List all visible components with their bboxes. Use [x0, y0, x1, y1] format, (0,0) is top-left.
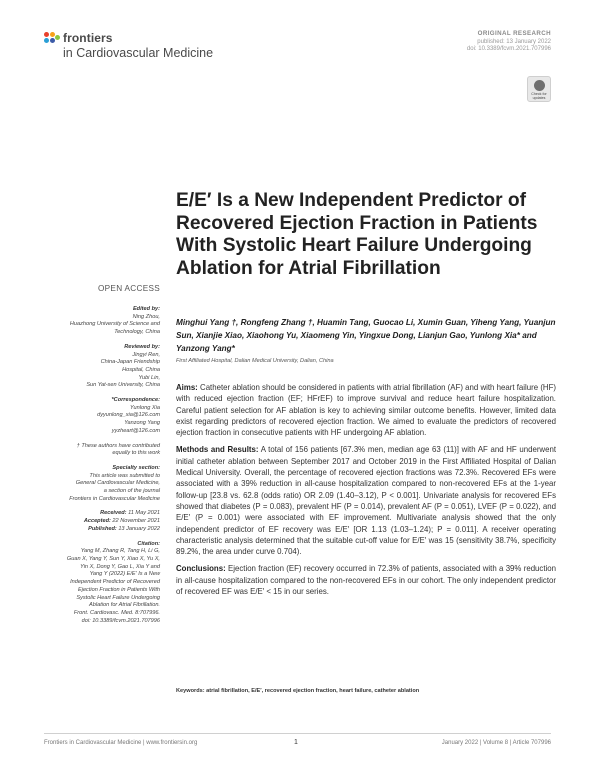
reviewer-line: China-Japan Friendship [100, 359, 160, 366]
frontiers-logo-icon [44, 32, 60, 48]
reviewer-line: Jingyi Ren, [132, 351, 160, 358]
published-date: published: 13 January 2022 [477, 39, 551, 45]
article-sidebar [44, 306, 160, 625]
citation-line: Guan X, Yang Y, Sun Y, Xiao X, Yu X, [66, 555, 160, 562]
correspondence-line: Yanzong Yang [124, 420, 160, 427]
keywords: Keywords: atrial fibrillation, E/E′, recovered ejection fraction, heart failure, catheter ablation [176, 688, 420, 694]
brand-name: frontiers [63, 31, 113, 45]
abstract [176, 382, 556, 603]
specialty-line: a section of the journal [103, 488, 160, 495]
citation-label: Citation: [137, 540, 160, 547]
article-type: ORIGINAL RESEARCH [477, 30, 551, 37]
published-date-sidebar: Published: 13 January 2022 [88, 525, 160, 532]
article-title: E/E′ Is a New Independent Predictor of Recovered Ejection Fraction in Patients With Systolic Heart Failure Undergoing Ablation for Atrial Fibrillation [176, 190, 538, 279]
reviewer-line: Hospital, China [122, 366, 160, 373]
check-updates-label: Check for updates [531, 92, 547, 100]
accepted-date: Accepted: 22 November 2021 [83, 518, 160, 525]
correspondence-email[interactable]: dyyunlong_xia@126.com [97, 412, 160, 419]
footer-journal-link[interactable]: Frontiers in Cardiovascular Medicine | www.frontiersin.org [44, 740, 198, 746]
citation-line: Yang M, Zhang R, Tang H, Li G, [80, 548, 160, 555]
specialty-line: General Cardiovascular Medicine, [75, 480, 160, 487]
check-for-updates-button[interactable] [527, 76, 551, 102]
footer-divider [44, 733, 551, 734]
specialty-section-label: Specialty section: [112, 464, 160, 471]
affiliation: First Affiliated Hospital, Dalian Medical University, Dalian, China [176, 358, 334, 364]
edited-by-label: Edited by: [132, 306, 160, 312]
author-list: Minghui Yang †, Rongfeng Zhang †, Huamin Tang, Guocao Li, Xumin Guan, Yiheng Yang, Yuanjun Sun, Xianjie Xiao, Xiaohong Yu, Xiaomeng Yin, Yingxue Dong, Lianjun Gao, Yunlong Xia* and Yanzong Yang* [176, 318, 556, 353]
editor-line: Technology, China [114, 329, 160, 336]
correspondence-line: Yunlong Xia [130, 404, 160, 411]
citation-line: Independent Predictor of Recovered [70, 579, 160, 586]
citation-line: Ablation for Atrial Fibrillation. [89, 602, 160, 609]
editor-line: Ning Zhou, [132, 313, 160, 320]
citation-line: Systolic Heart Failure Undergoing [76, 594, 160, 601]
citation-line: Ejection Fraction in Patients With [77, 586, 160, 593]
article-meta [467, 30, 551, 52]
reviewed-by-label: Reviewed by: [124, 343, 160, 350]
check-updates-icon [534, 80, 545, 91]
journal-name: in Cardiovascular Medicine [63, 46, 214, 60]
abstract-methods: Methods and Results: A total of 156 patients [67.3% men, median age 63 (11)] with AF and HF underwent initial catheter ablation between September 2017 and October 2019 in the First Affiliated Hospital of Dalian Medical University. Overall, the percentage of recovered ejection fractions was 72.3%. Recovered EFs were associated with a 39% reduction in all-cause hospitalization compared to non-recovered EFs at the 1-year follow-up [23.8 vs. 62.8 (odds ratio) OR 2.09 (1.40–3.12), P < 0.001]. Univariate analysis for recovered EFs showed that diabetes (P = 0.083), prevalent HF (P = 0.014), prevalent AF (P = 0.051), LVEF (P = 0.022), and E/E′ (P = 0.001) were associated with EF improvement. Multivariate analysis showed that the only independent predictor of EF recovery was E/E′ [OR 1.13 (1.03–1.24); P = 0.011]. A receiver operating characteristic analysis determined that the suitable cut-off value for E/E′ was 15 (sensitivity 38.7%, specificity 89.2%, the area under curve 0.704). [176, 445, 556, 557]
specialty-line: This article was submitted to [89, 472, 160, 479]
citation-doi[interactable]: doi: 10.3389/fcvm.2021.707996 [81, 617, 160, 624]
citation-line: Yin X, Dong Y, Gao L, Xia Y and [80, 563, 160, 570]
open-access-label: OPEN ACCESS [98, 284, 160, 293]
specialty-line: Frontiers in Cardiovascular Medicine [69, 495, 160, 502]
editor-line: Huazhong University of Science and [69, 321, 160, 328]
equal-contribution-note: equally to this work [112, 450, 160, 457]
page-number: 1 [294, 739, 298, 746]
reviewer-line: Sun Yat-sen University, China [86, 382, 160, 389]
abstract-conclusions: Conclusions: Ejection fraction (EF) recovery occurred in 72.3% of patients, associated with a 39% reduction in all-cause hospitalization compared to the non-recovered EFs in our cohort. The only independent predictor of recovered EF was E/E′ < 15 in our series. [176, 564, 556, 597]
received-date: Received: 11 May 2021 [100, 510, 160, 517]
correspondence-email[interactable]: yyzheart@126.com [111, 427, 160, 434]
equal-contribution-note: † These authors have contributed [76, 442, 160, 449]
reviewer-line: Yubi Lin, [138, 374, 160, 381]
correspondence-label: *Correspondence: [111, 397, 160, 404]
citation-line: Yang Y (2022) E/E′ Is a New [89, 571, 160, 578]
journal-logo[interactable] [44, 30, 264, 66]
doi-link[interactable]: doi: 10.3389/fcvm.2021.707996 [466, 46, 551, 52]
abstract-aims: Aims: Catheter ablation should be considered in patients with atrial fibrillation (AF) and with heart failure (HF) with reduced ejection fraction (EF; HFrEF) to improve survival and reduce heart failure hospitalization. Careful patient selection for AF ablation is key to achieving similar outcome benefits. However, limited data exist regarding predictors of recovered ejection fraction. We aimed to evaluate the predictors of recovered ejection fraction in consecutive patients with HF undergoing AF ablation. [176, 383, 556, 438]
citation-line: Front. Cardiovasc. Med. 8:707996. [73, 609, 160, 616]
footer-volume-info: January 2022 | Volume 8 | Article 707996 [441, 740, 551, 746]
